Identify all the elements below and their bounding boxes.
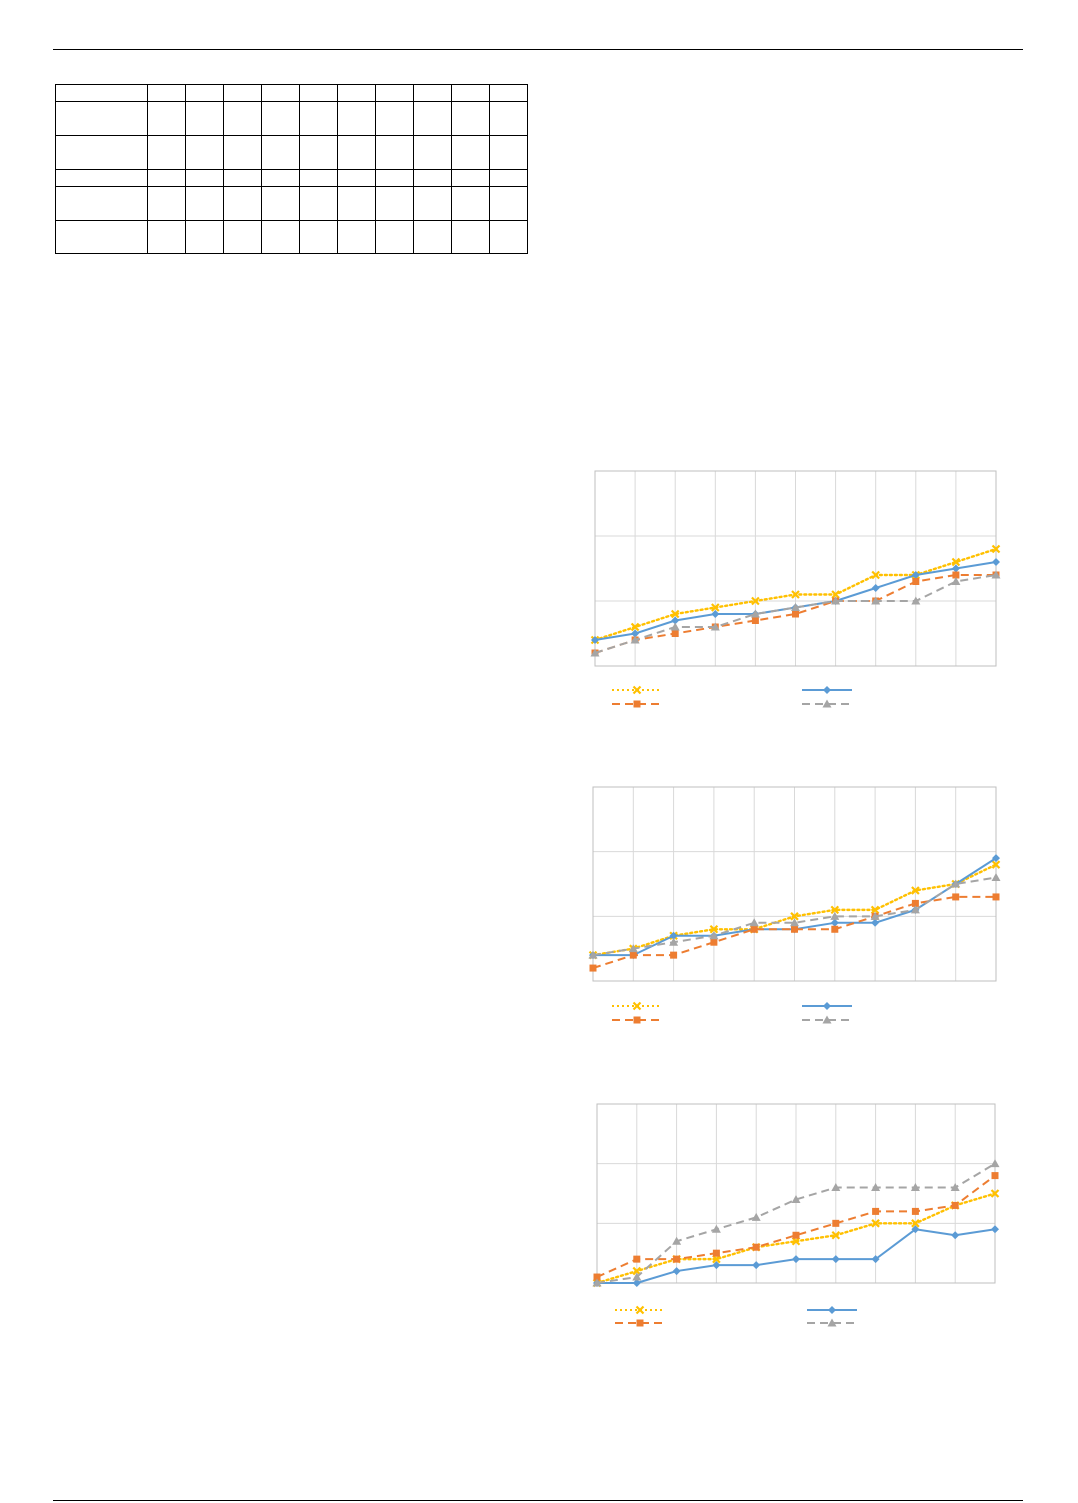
legend-item <box>615 1320 665 1327</box>
table-cell <box>186 136 224 170</box>
table-cell <box>300 187 338 221</box>
table-cell <box>56 85 148 102</box>
gridlines <box>593 787 996 981</box>
legend-item <box>612 1017 662 1024</box>
table-cell <box>452 170 490 187</box>
table-cell <box>300 136 338 170</box>
table-cell <box>338 136 376 170</box>
table-cell <box>224 170 262 187</box>
table-cell <box>262 85 300 102</box>
square-marker <box>751 926 758 933</box>
table-cell <box>56 221 148 254</box>
diamond-marker <box>828 1306 836 1314</box>
triangle-marker <box>671 623 680 631</box>
table-cell <box>452 102 490 136</box>
triangle-marker <box>712 1225 721 1233</box>
legend-item <box>615 1307 665 1314</box>
table-cell <box>300 221 338 254</box>
legend-item <box>612 687 662 694</box>
table-cell <box>300 170 338 187</box>
square-marker <box>670 952 677 959</box>
legend <box>612 686 852 708</box>
table-cell <box>490 102 528 136</box>
legend-item <box>807 1319 857 1327</box>
triangle-marker <box>991 1159 1000 1167</box>
table-row <box>56 187 528 221</box>
diamond-marker <box>752 1261 760 1269</box>
table-cell <box>452 136 490 170</box>
table-cell <box>224 102 262 136</box>
table-cell <box>338 102 376 136</box>
table-cell <box>148 85 186 102</box>
square-marker <box>993 893 1000 900</box>
diamond-marker <box>823 686 831 694</box>
square-marker <box>753 1244 760 1251</box>
table-cell <box>414 170 452 187</box>
table-cell <box>376 136 414 170</box>
header-rule <box>53 49 1023 50</box>
table-cell <box>414 102 452 136</box>
legend-item <box>807 1306 857 1314</box>
square-marker <box>752 617 759 624</box>
table-cell <box>262 102 300 136</box>
table-cell <box>490 85 528 102</box>
table-cell <box>490 187 528 221</box>
diamond-marker <box>991 1225 999 1233</box>
table-cell <box>452 85 490 102</box>
table-cell <box>414 221 452 254</box>
table-cell <box>300 102 338 136</box>
diamond-marker <box>792 1255 800 1263</box>
table-row <box>56 136 528 170</box>
table-cell <box>414 136 452 170</box>
square-marker <box>952 1202 959 1209</box>
x-marker <box>634 687 641 694</box>
table-cell <box>224 187 262 221</box>
square-marker <box>912 1208 919 1215</box>
legend-item <box>612 701 662 708</box>
legend-item <box>802 1016 852 1024</box>
diamond-marker <box>951 1231 959 1239</box>
table-row <box>56 221 528 254</box>
legend <box>615 1306 857 1327</box>
legend-item <box>802 1002 852 1010</box>
table-cell <box>338 221 376 254</box>
square-marker <box>791 926 798 933</box>
line-chart-1-svg <box>585 462 1005 722</box>
table-cell <box>262 136 300 170</box>
data-table <box>55 84 528 254</box>
table-cell <box>148 221 186 254</box>
legend-item <box>802 686 852 694</box>
line-chart-3-svg <box>585 1097 1005 1337</box>
table-cell <box>262 187 300 221</box>
line-chart-2 <box>585 780 1005 1040</box>
triangle-marker <box>992 873 1001 881</box>
table-cell <box>262 221 300 254</box>
table-cell <box>56 102 148 136</box>
table-cell <box>186 187 224 221</box>
table-cell <box>414 85 452 102</box>
table-cell <box>300 85 338 102</box>
table-cell <box>376 102 414 136</box>
table-cell <box>148 170 186 187</box>
table-cell <box>224 136 262 170</box>
table-cell <box>56 187 148 221</box>
diamond-marker <box>673 1267 681 1275</box>
table-cell <box>338 170 376 187</box>
table-cell <box>376 187 414 221</box>
table-cell <box>414 187 452 221</box>
table-cell <box>186 102 224 136</box>
diamond-marker <box>992 558 1000 566</box>
table-cell <box>224 85 262 102</box>
table-row <box>56 170 528 187</box>
diamond-marker <box>872 584 880 592</box>
table-cell <box>490 221 528 254</box>
table-cell <box>376 170 414 187</box>
table-cell <box>376 85 414 102</box>
square-marker <box>630 952 637 959</box>
diamond-marker <box>871 919 879 927</box>
table-cell <box>148 102 186 136</box>
square-marker <box>912 578 919 585</box>
diamond-marker <box>823 1002 831 1010</box>
table-cell <box>490 170 528 187</box>
table-cell <box>224 221 262 254</box>
table-cell <box>56 136 148 170</box>
table-cell <box>186 170 224 187</box>
table-cell <box>148 187 186 221</box>
legend <box>612 1002 852 1024</box>
triangle-marker <box>752 1213 761 1221</box>
table-cell <box>338 85 376 102</box>
square-marker <box>952 893 959 900</box>
line-chart-2-svg <box>585 780 1005 1040</box>
legend-item <box>612 1003 662 1010</box>
line-chart-3 <box>585 1097 1005 1337</box>
triangle-marker <box>750 918 759 926</box>
table-cell <box>186 221 224 254</box>
square-marker <box>992 1172 999 1179</box>
table-cell <box>376 221 414 254</box>
table-cell <box>490 136 528 170</box>
square-marker <box>831 926 838 933</box>
square-marker <box>634 701 641 708</box>
table-cell <box>262 170 300 187</box>
square-marker <box>590 965 597 972</box>
line-chart-1 <box>585 462 1005 722</box>
legend-item <box>802 700 852 708</box>
footer-rule <box>53 1500 1023 1501</box>
square-marker <box>633 1256 640 1263</box>
square-marker <box>634 1017 641 1024</box>
square-marker <box>792 611 799 618</box>
square-marker <box>832 1220 839 1227</box>
square-marker <box>672 630 679 637</box>
square-marker <box>673 1256 680 1263</box>
diamond-marker <box>831 919 839 927</box>
square-marker <box>637 1320 644 1327</box>
table-cell <box>56 170 148 187</box>
square-marker <box>713 1250 720 1257</box>
table-row <box>56 102 528 136</box>
table-cell <box>338 187 376 221</box>
x-marker <box>634 1003 641 1010</box>
square-marker <box>710 939 717 946</box>
square-marker <box>793 1232 800 1239</box>
table-cell <box>148 136 186 170</box>
table-cell <box>452 187 490 221</box>
table-cell <box>452 221 490 254</box>
table-row <box>56 85 528 102</box>
diamond-marker <box>832 1255 840 1263</box>
table-cell <box>186 85 224 102</box>
x-marker <box>637 1307 644 1314</box>
square-marker <box>872 1208 879 1215</box>
